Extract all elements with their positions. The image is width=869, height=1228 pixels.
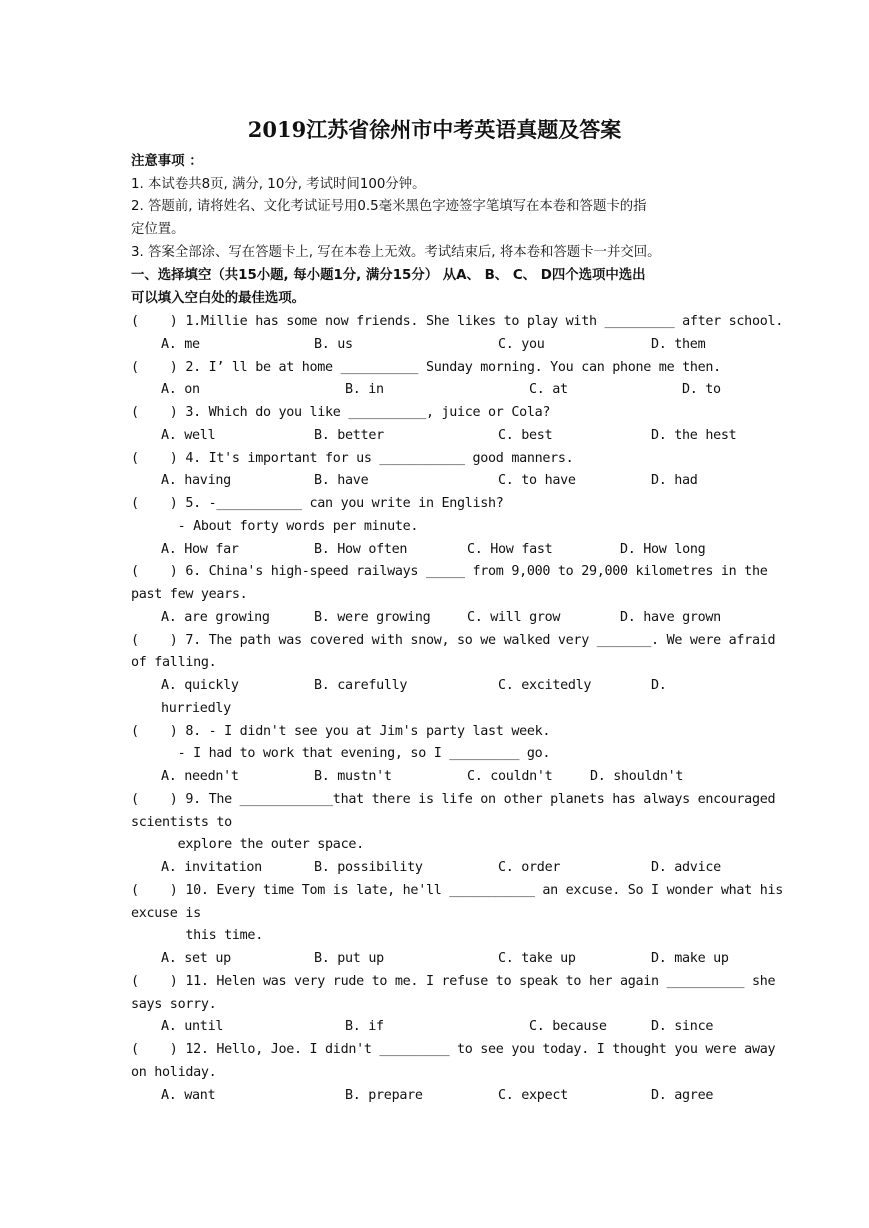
notes-item: 1. 本试卷共8页, 满分, 10分, 考试时间100分钟。 bbox=[131, 177, 426, 192]
question-11-stem: ( ) 11. Helen was very rude to me. I refuse to speak to her again __________ she bbox=[131, 974, 776, 989]
question-7-stem: of falling. bbox=[131, 655, 217, 670]
q4-option-a: A. having bbox=[161, 473, 231, 488]
q8-option-a: A. needn't bbox=[161, 769, 239, 784]
q10-option-a: A. set up bbox=[161, 951, 231, 966]
q2-option-a: A. on bbox=[161, 382, 200, 397]
q10-option-b: B. put up bbox=[314, 951, 384, 966]
q7-option-d: D. bbox=[651, 678, 667, 693]
q3-option-c: C. best bbox=[498, 428, 553, 443]
q10-option-c: C. take up bbox=[498, 951, 576, 966]
question-12-stem: on holiday. bbox=[131, 1065, 217, 1080]
q7-option-c: C. excitedly bbox=[498, 678, 592, 693]
q11-option-d: D. since bbox=[651, 1019, 714, 1034]
document-title: 2019江苏省徐州市中考英语真题及答案 bbox=[247, 117, 622, 142]
q11-option-c: C. because bbox=[529, 1019, 607, 1034]
question-12-stem: ( ) 12. Hello, Joe. I didn't _________ to see you today. I thought you were away bbox=[131, 1042, 776, 1057]
question-5-stem: - About forty words per minute. bbox=[131, 519, 419, 534]
question-11-stem: says sorry. bbox=[131, 997, 217, 1012]
q1-option-b: B. us bbox=[314, 337, 353, 352]
question-9-stem: explore the outer space. bbox=[131, 837, 364, 852]
question-9-stem: ( ) 9. The ____________that there is life on other planets has always encouraged bbox=[131, 792, 776, 807]
q7-option-d-text: hurriedly bbox=[161, 701, 231, 716]
question-10-stem: this time. bbox=[131, 928, 263, 943]
q10-option-d: D. make up bbox=[651, 951, 729, 966]
q9-option-c: C. order bbox=[498, 860, 561, 875]
q4-option-c: C. to have bbox=[498, 473, 576, 488]
q7-option-b: B. carefully bbox=[314, 678, 408, 693]
question-4-stem: ( ) 4. It's important for us ___________ good manners. bbox=[131, 451, 574, 466]
q8-option-b: B. mustn't bbox=[314, 769, 392, 784]
q8-option-d: D. shouldn't bbox=[590, 769, 684, 784]
q12-option-d: D. agree bbox=[651, 1088, 714, 1103]
q9-option-d: D. advice bbox=[651, 860, 721, 875]
question-7-stem: ( ) 7. The path was covered with snow, so we walked very _______. We were afraid bbox=[131, 633, 776, 648]
q11-option-a: A. until bbox=[161, 1019, 224, 1034]
q3-option-a: A. well bbox=[161, 428, 216, 443]
section-heading: 一、选择填空（共15小题, 每小题1分, 满分15分） 从A、 B、 C、 D四个选项中选出 bbox=[131, 268, 646, 283]
q1-option-c: C. you bbox=[498, 337, 545, 352]
q9-option-b: B. possibility bbox=[314, 860, 423, 875]
q6-option-c: C. will grow bbox=[467, 610, 561, 625]
q1-option-d: D. them bbox=[651, 337, 706, 352]
notes-item: 3. 答案全部涂、写在答题卡上, 写在本卷上无效。考试结束后, 将本卷和答题卡一并交回。 bbox=[131, 245, 661, 260]
notes-item: 2. 答题前, 请将姓名、文化考试证号用0.5毫米黑色字迹签字笔填写在本卷和答题卡的指 bbox=[131, 199, 647, 214]
q6-option-b: B. were growing bbox=[314, 610, 431, 625]
q6-option-a: A. are growing bbox=[161, 610, 270, 625]
notes-heading: 注意事项 ： bbox=[131, 154, 203, 169]
q3-option-d: D. the hest bbox=[651, 428, 737, 443]
q2-option-d: D. to bbox=[682, 382, 721, 397]
question-8-stem: - I had to work that evening, so I _________ go. bbox=[131, 746, 551, 761]
q2-option-c: C. at bbox=[529, 382, 568, 397]
notes-item: 定位置。 bbox=[131, 222, 185, 237]
q12-option-a: A. want bbox=[161, 1088, 216, 1103]
q12-option-c: C. expect bbox=[498, 1088, 568, 1103]
q5-option-a: A. How far bbox=[161, 542, 239, 557]
q5-option-d: D. How long bbox=[620, 542, 706, 557]
question-3-stem: ( ) 3. Which do you like __________, juice or Cola? bbox=[131, 405, 551, 420]
q2-option-b: B. in bbox=[345, 382, 384, 397]
q1-option-a: A. me bbox=[161, 337, 200, 352]
question-2-stem: ( ) 2. I’ ll be at home __________ Sunday morning. You can phone me then. bbox=[131, 360, 721, 375]
q11-option-b: B. if bbox=[345, 1019, 384, 1034]
q5-option-c: C. How fast bbox=[467, 542, 553, 557]
q12-option-b: B. prepare bbox=[345, 1088, 423, 1103]
q9-option-a: A. invitation bbox=[161, 860, 262, 875]
q3-option-b: B. better bbox=[314, 428, 384, 443]
q5-option-b: B. How often bbox=[314, 542, 408, 557]
q8-option-c: C. couldn't bbox=[467, 769, 553, 784]
question-5-stem: ( ) 5. -___________ can you write in English? bbox=[131, 496, 504, 511]
question-6-stem: past few years. bbox=[131, 587, 248, 602]
question-9-stem: scientists to bbox=[131, 815, 232, 830]
q6-option-d: D. have grown bbox=[620, 610, 721, 625]
question-8-stem: ( ) 8. - I didn't see you at Jim's party last week. bbox=[131, 724, 551, 739]
q4-option-b: B. have bbox=[314, 473, 369, 488]
q7-option-a: A. quickly bbox=[161, 678, 239, 693]
question-6-stem: ( ) 6. China's high-speed railways _____ from 9,000 to 29,000 kilometres in the bbox=[131, 564, 768, 579]
question-10-stem: ( ) 10. Every time Tom is late, he'll ___________ an excuse. So I wonder what his bbox=[131, 883, 783, 898]
question-10-stem: excuse is bbox=[131, 906, 201, 921]
section-heading: 可以填入空白处的最佳选项。 bbox=[131, 291, 306, 306]
q4-option-d: D. had bbox=[651, 473, 698, 488]
question-1-stem: ( ) 1.Millie has some now friends. She likes to play with _________ after school. bbox=[131, 314, 783, 329]
